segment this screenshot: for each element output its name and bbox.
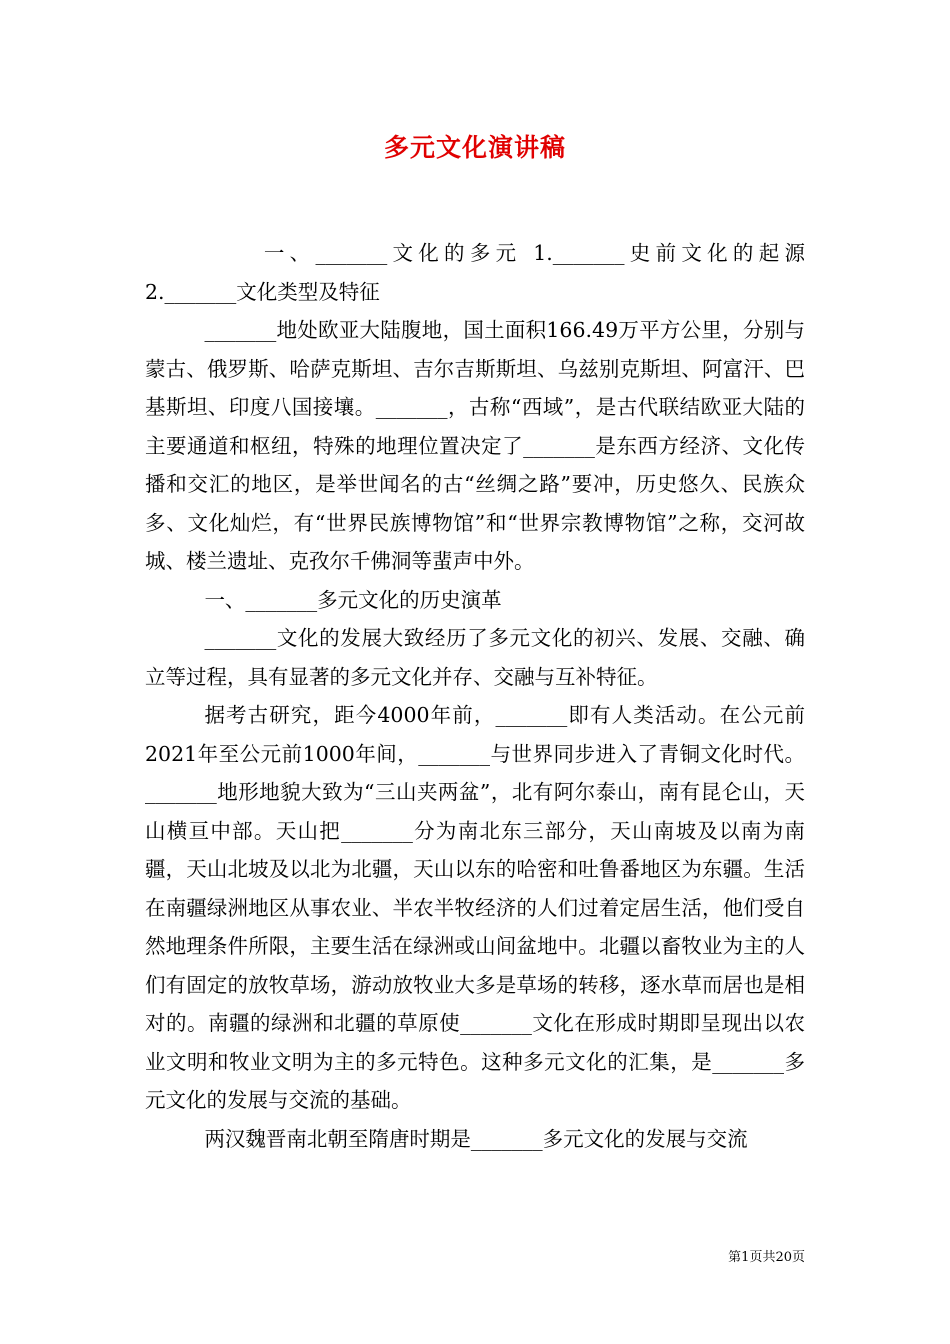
page-number: 第1页共20页 <box>728 1250 805 1265</box>
paragraph-han-tang: 两汉魏晋南北朝至隋唐时期是_______多元文化的发展与交流 <box>204 1126 748 1151</box>
paragraph-geography: _______地处欧亚大陆腹地，国土面积166.49万平方公里，分别与蒙古、俄罗斯、哈萨克斯坦、吉尔吉斯斯坦、乌兹别克斯坦、阿富汗、巴基斯坦、印度八国接壤。_______，古称“西域”，是古代联结欧亚大陆的主要通道和枢纽，特殊的地理位置决定了_______是东西方经济、文化传播和交汇的地区，是举世闻名的古“丝绸之路”要冲，历史悠久、民族众多、文化灿烂，有“世界民族博物馆”和“世界宗教博物馆”之称，交河故城、楼兰遗址、克孜尔千佛洞等蜚声中外。 <box>145 318 805 573</box>
page-title: 多元文化演讲稿 <box>383 133 566 162</box>
document-body <box>145 234 805 1158</box>
paragraph-archaeology: 据考古研究，距今4000年前，_______即有人类活动。在公元前2021年至公元前1000年间，_______与世界同步进入了青铜文化时代。_______地形地貌大致为“三山夹两盆”，北有阿尔泰山，南有昆仑山，天山横亘中部。天山把_______分为南北东三部分，天山南坡及以南为南疆，天山北坡及以北为北疆，天山以东的哈密和吐鲁番地区为东疆。生活在南疆绿洲地区从事农业、半农半牧经济的人们过着定居生活，他们受自然地理条件所限，主要生活在绿洲或山间盆地中。北疆以畜牧业为主的人们有固定的放牧草场，游动放牧业大多是草场的转移，逐水草而居也是相对的。南疆的绿洲和北疆的草原使_______文化在形成时期即呈现出以农业文明和牧业文明为主的多元特色。这种多元文化的汇集，是_______多元文化的发展与交流的基础。 <box>145 703 805 1112</box>
paragraph-development: _______文化的发展大致经历了多元文化的初兴、发展、交融、确立等过程，具有显著的多元文化并存、交融与互补特征。 <box>145 626 805 689</box>
section-heading-history: 一、_______多元文化的历史演革 <box>204 587 502 612</box>
paragraph-outline: 一、_______文化的多元 1._______史前文化的起源 2._______文化类型及特征 <box>145 241 805 304</box>
